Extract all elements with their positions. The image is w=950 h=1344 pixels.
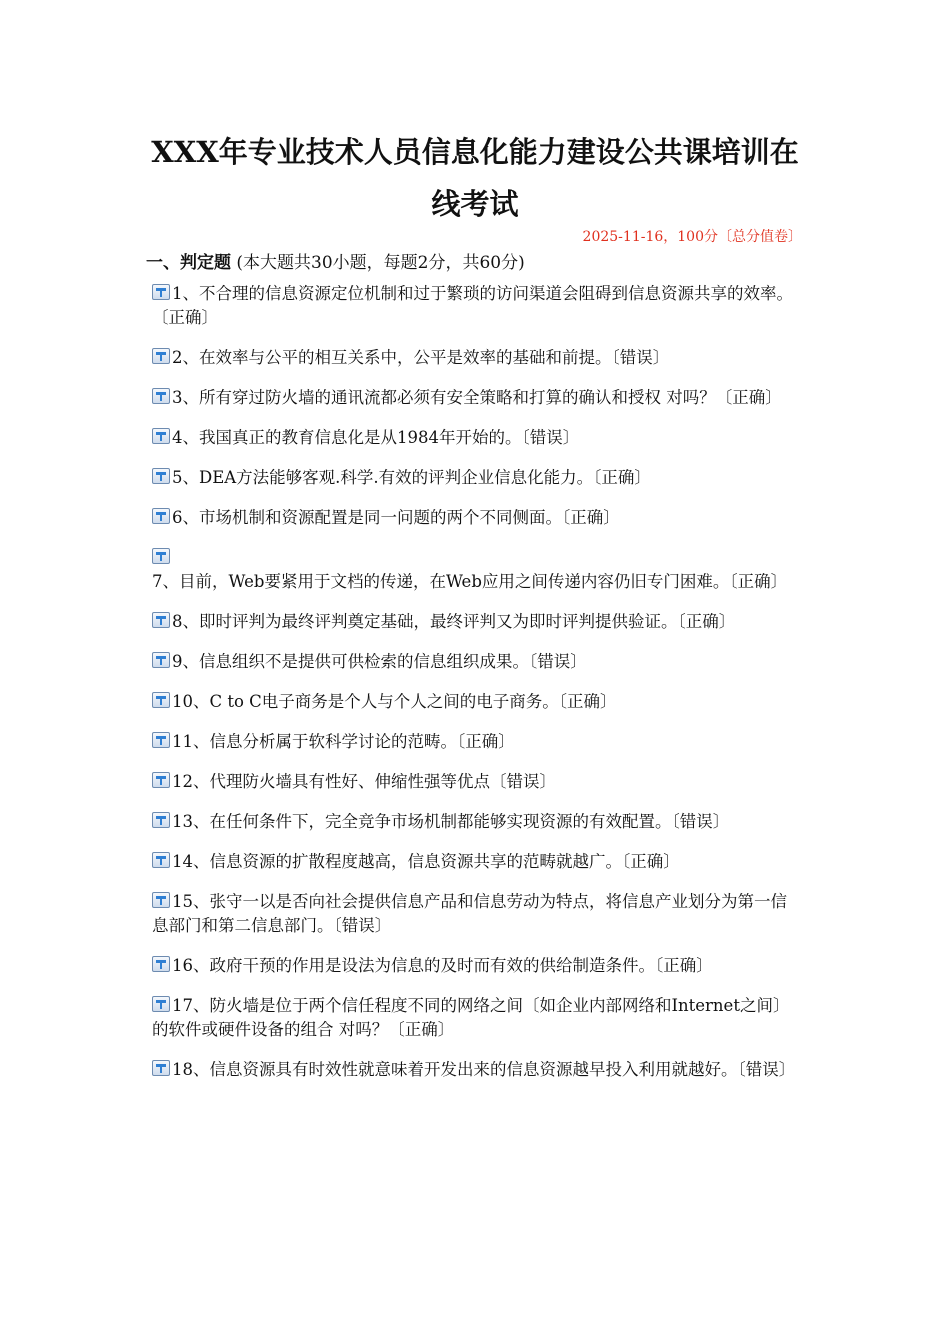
question-text: 2、在效率与公平的相互关系中，公平是效率的基础和前提。〔错误〕 (172, 348, 670, 367)
question-text: 1、不合理的信息资源定位机制和过于繁琐的访问渠道会阻碍到信息资源共享的效率。〔正确〕 (152, 284, 793, 327)
question-item (152, 282, 802, 330)
question-flag-icon[interactable] (152, 812, 170, 828)
question-text: 7、目前，Web要紧用于文档的传递，在Web应用之间传递内容仍旧专门困难。〔正确〕 (152, 572, 788, 591)
question-flag-icon[interactable] (152, 612, 170, 628)
question-item (152, 810, 802, 834)
question-text: 17、防火墙是位于两个信任程度不同的网络之间〔如企业内部网络和Internet之间〕的软件或硬件设备的组合 对吗？〔正确〕 (152, 996, 790, 1039)
question-text: 10、C to C电子商务是个人与个人之间的电子商务。〔正确〕 (172, 692, 617, 711)
question-item (152, 994, 802, 1042)
question-item (152, 546, 802, 594)
page-title: XXX年专业技术人员信息化能力建设公共课培训在线考试 (151, 135, 799, 221)
question-item (152, 610, 802, 634)
question-text: 3、所有穿过防火墙的通讯流都必须有安全策略和打算的确认和授权 对吗？〔正确〕 (172, 388, 782, 407)
question-item (152, 466, 802, 490)
question-text: 11、信息分析属于软科学讨论的范畴。〔正确〕 (172, 732, 515, 751)
question-flag-icon[interactable] (152, 348, 170, 364)
question-item (152, 650, 802, 674)
question-text: 13、在任何条件下，完全竞争市场机制都能够实现资源的有效配置。〔错误〕 (172, 812, 730, 831)
question-item (152, 770, 802, 794)
question-item (152, 954, 802, 978)
question-text: 6、市场机制和资源配置是同一问题的两个不同侧面。〔正确〕 (172, 508, 620, 527)
question-flag-icon[interactable] (152, 388, 170, 404)
question-text: 14、信息资源的扩散程度越高，信息资源共享的范畴就越广。〔正确〕 (172, 852, 680, 871)
question-item (152, 426, 802, 450)
question-list (152, 282, 802, 1098)
question-item (152, 890, 802, 938)
question-text: 12、代理防火墙具有性好、伸缩性强等优点〔错误〕 (172, 772, 556, 791)
question-flag-icon[interactable] (152, 468, 170, 484)
section-header (146, 251, 525, 275)
question-text: 8、即时评判为最终评判奠定基础，最终评判又为即时评判提供验证。〔正确〕 (172, 612, 736, 631)
question-flag-icon[interactable] (152, 284, 170, 300)
question-text: 15、张守一以是否向社会提供信息产品和信息劳动为特点，将信息产业划分为第一信息部门和第二信息部门。〔错误〕 (152, 892, 787, 935)
question-flag-icon[interactable] (152, 892, 170, 908)
question-flag-icon[interactable] (152, 956, 170, 972)
section-note: (本大题共30小题，每题2分，共60分) (236, 253, 525, 273)
question-item (152, 850, 802, 874)
question-text: 18、信息资源具有时效性就意味着开发出来的信息资源越早投入利用就越好。〔错误〕 (172, 1060, 796, 1079)
question-flag-icon[interactable] (152, 652, 170, 668)
question-flag-icon[interactable] (152, 852, 170, 868)
section-title: 一、判定题 (146, 253, 231, 273)
question-text: 9、信息组织不是提供可供检索的信息组织成果。〔错误〕 (172, 652, 587, 671)
exam-meta: 2025-11-16，100分〔总分值卷〕 (582, 229, 802, 245)
question-item (152, 1058, 802, 1082)
question-flag-icon[interactable] (152, 428, 170, 444)
question-item (152, 386, 802, 410)
question-item (152, 730, 802, 754)
question-flag-icon[interactable] (152, 548, 170, 564)
question-text: 5、DEA方法能够客观.科学.有效的评判企业信息化能力。〔正确〕 (172, 468, 651, 487)
question-flag-icon[interactable] (152, 1060, 170, 1076)
question-flag-icon[interactable] (152, 772, 170, 788)
question-item (152, 506, 802, 530)
question-flag-icon[interactable] (152, 732, 170, 748)
question-item (152, 690, 802, 714)
question-text: 4、我国真正的教育信息化是从1984年开始的。〔错误〕 (172, 428, 580, 447)
question-flag-icon[interactable] (152, 996, 170, 1012)
question-flag-icon[interactable] (152, 692, 170, 708)
question-item (152, 346, 802, 370)
question-text: 16、政府干预的作用是设法为信息的及时而有效的供给制造条件。〔正确〕 (172, 956, 713, 975)
question-flag-icon[interactable] (152, 508, 170, 524)
